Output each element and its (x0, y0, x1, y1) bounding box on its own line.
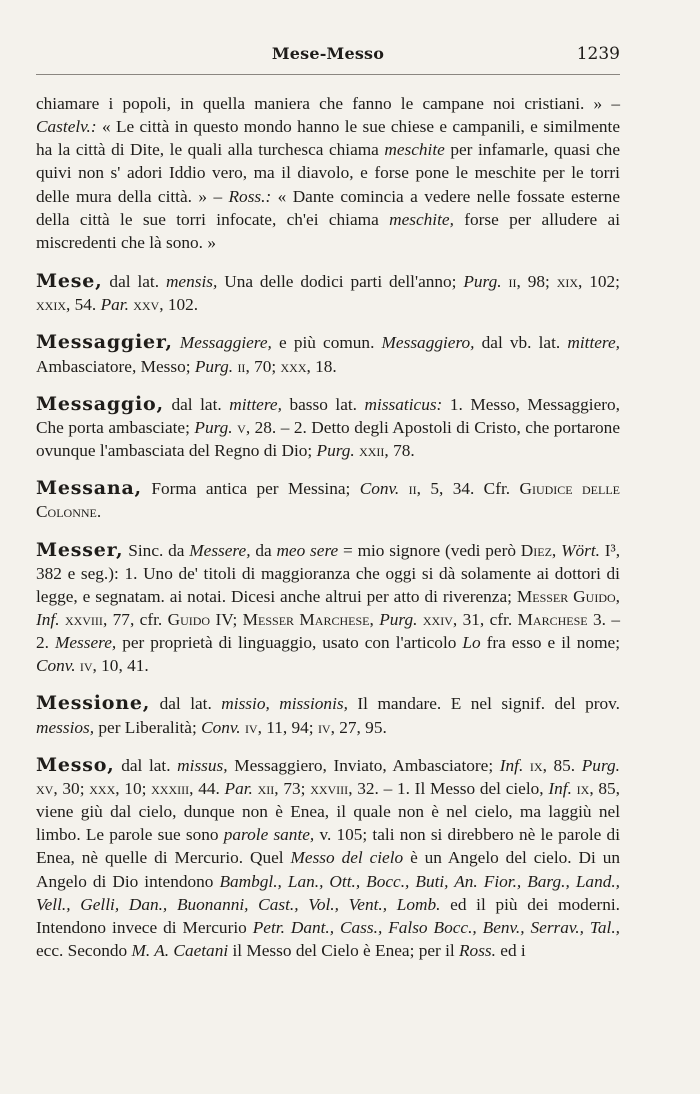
italic-text: Messaggiero, (381, 333, 475, 353)
small-caps-text: xxiv (422, 609, 453, 629)
entry-text: dal vb. lat. (474, 333, 568, 353)
italic-text: M. A. Caetani (131, 941, 229, 960)
italic-text: Wört. (561, 540, 600, 560)
small-caps-text: xxix (36, 295, 66, 315)
entry-text: fra esso e il nome; (480, 633, 620, 653)
entries-column (36, 92, 620, 977)
italic-text: parole sante, (223, 825, 315, 845)
entry-text: dal lat. (102, 272, 166, 292)
italic-text: Purg. (379, 609, 418, 629)
italic-text: Petr. Dant., Cass., Falso Bocc., Benv., Serrav., Tal., (252, 917, 621, 937)
entry-text (523, 756, 530, 775)
italic-text: missaticus: (364, 394, 443, 414)
italic-text: Ross. (459, 941, 496, 960)
entry-text: , 77, cfr. (102, 609, 168, 629)
italic-text: meo sere (276, 540, 339, 560)
entry-text: chiamare i popoli, in quella maniera che fanno le campane noi cristiani. » – (36, 94, 620, 113)
italic-text: Inf. (548, 778, 572, 798)
entry-text: , 30; (53, 778, 90, 798)
entry-text: I³, 382 e seg.): 1. Uno de' titoli di maggioranza che oggi si dà solamente ai dottori di legge, e segnatam. ai notai. Dicesi anche altrui per atto di riverenza; (36, 540, 621, 606)
entry-text (173, 333, 180, 352)
italic-text: Lo (462, 633, 481, 653)
entry-text: , 18. (306, 356, 337, 376)
entry-messaggier (36, 331, 620, 377)
italic-text: Inf. (499, 755, 524, 775)
small-caps-text: xxx (280, 356, 307, 376)
header-rule (36, 74, 620, 75)
entry-text: per proprietà di linguaggio, usato con l'articolo (116, 633, 463, 653)
small-caps-text: Marchese (517, 609, 588, 629)
entry-text: dal lat. (114, 755, 178, 775)
entry-text: forse per alludere ai miscredenti che là sono. » (36, 209, 620, 252)
entry-text: dal lat. (150, 694, 222, 714)
headword: Messer, (36, 538, 124, 561)
italic-text: Purg. (194, 356, 234, 376)
entry-text: , 5, 34. Cfr. (416, 479, 520, 499)
italic-text: Purg. (581, 755, 620, 775)
italic-text: Messaggiere, (179, 333, 272, 353)
italic-text: Purg. (463, 272, 502, 292)
headword: Messaggio, (36, 392, 164, 415)
italic-text: messios, (36, 717, 95, 737)
small-caps-text: ii (408, 479, 417, 499)
entry-text: , 32. – 1. Il Messo del cielo, (348, 778, 549, 798)
small-caps-text: iv (244, 717, 258, 737)
entry-text (502, 272, 509, 291)
small-caps-text: Diez (520, 540, 552, 560)
italic-text: missus, (177, 755, 228, 775)
small-caps-text: xxv (133, 295, 160, 315)
headword: Messione, (36, 692, 151, 715)
entry-text: , 85. (542, 755, 582, 775)
entry-text: ecc. Secondo (36, 941, 132, 960)
small-caps-text: xxxiii (151, 778, 190, 798)
entry-continuation (36, 92, 620, 254)
italic-text: Conv. (359, 479, 400, 499)
entry-text: Il mandare. E nel signif. del prov. (347, 694, 620, 714)
entry-text: Ambasciatore, Messo; (36, 356, 195, 376)
entry-text: , 28. – 2. Detto degli Apostoli di Cristo, che portarone ovunque l'ambasciata del Regno di Dio; (36, 417, 620, 461)
entry-text: basso lat. (281, 394, 365, 414)
entry-text (399, 479, 408, 498)
entry-messer (36, 539, 620, 678)
small-caps-text: iv (79, 656, 93, 676)
small-caps-text: ii (508, 272, 517, 292)
entry-text: per Liberalità; (94, 717, 202, 737)
page-number: 1239 (576, 44, 620, 64)
entry-text: = mio signore (vedi però (338, 540, 521, 560)
italic-text: Castelv.: (36, 117, 97, 137)
entry-text: dal lat. (163, 394, 230, 414)
entry-text: , 73; (274, 778, 311, 798)
small-caps-text: xii (257, 778, 275, 798)
entry-text: , (551, 540, 562, 560)
entry-text: , 27, 95. (330, 717, 387, 737)
entry-text: , 10, 41. (92, 656, 149, 676)
entry-text: 3. – 2. (36, 609, 620, 653)
small-caps-text: xxviii (64, 609, 103, 629)
small-caps-text: Messer Guido (516, 586, 616, 606)
small-caps-text: ix (529, 755, 543, 775)
entry-text: Messaggiero, Inviato, Ambasciatore; (227, 755, 500, 775)
entry-text: il Messo del Cielo è Enea; per il (228, 941, 459, 960)
entry-text: « Le città in questo mondo hanno le sue chiese e campanili, e similmente ha la città di Dite, le quali alla turchesca chiama (36, 117, 620, 160)
running-head: Mese-Messo (271, 44, 385, 63)
entry-text: , 31, cfr. (452, 609, 518, 629)
entry-text: IV; (210, 609, 243, 629)
entry-text: , 44. (189, 778, 225, 798)
small-caps-text: xxviii (310, 778, 349, 798)
small-caps-text: ix (576, 778, 590, 798)
small-caps-text: v (237, 417, 246, 437)
small-caps-text: iv (317, 717, 331, 737)
italic-text: mensis, (165, 272, 218, 292)
italic-text: Messo del cielo (290, 848, 404, 868)
entry-text: ed i (495, 941, 526, 960)
page-header (36, 44, 620, 68)
entry-text: da (250, 540, 277, 560)
italic-text: Inf. (36, 609, 60, 629)
entry-text: , 98; (516, 272, 557, 292)
headword: Messana, (36, 477, 142, 500)
italic-text: Purg. (316, 441, 355, 461)
italic-text: Par. (100, 295, 129, 315)
small-caps-text: Giudice delle Colonne. (36, 479, 620, 522)
italic-text: meschite (384, 140, 445, 160)
small-caps-text: Guido (167, 609, 211, 629)
italic-text: mittere, (567, 333, 620, 353)
italic-text: mittere, (229, 394, 282, 414)
entry-text: Forma antica per Messina; (141, 479, 360, 499)
italic-text: Conv. (36, 656, 76, 676)
italic-text: Bambgl., Lan., Ott., Bocc., Buti, An. Fior., Barg., Land., Vell., Gelli, Dan., Buonanni, Cast., Vol., Vent., Lomb. (36, 871, 620, 914)
entry-text: « Dante comincia a vedere nelle fossate esterne della città le sue torri infocate, ch'ei chiama (36, 186, 620, 229)
headword: Mese, (36, 270, 103, 293)
italic-text: Ross.: (228, 186, 272, 206)
entry-messana (36, 477, 620, 523)
entry-text: , 102. (159, 295, 199, 315)
entry-text: per infamarle, quasi che quivi non s' adori Iddio vero, ma il diavolo, e forse pone le meschite per le torri delle mura della città. » – (36, 140, 620, 206)
entry-text: ed il più dei moderni. Intendono invece di Mercurio (36, 894, 621, 937)
headword: Messaggier, (36, 331, 173, 354)
entry-text: , 54. (66, 295, 101, 315)
small-caps-text: xxx (89, 778, 116, 798)
small-caps-text: xix (556, 272, 579, 292)
italic-text: Conv. (201, 717, 241, 737)
italic-text: Messere, (189, 540, 251, 560)
entry-text: 1. Messo, Messaggiero, Che porta ambasciate; (36, 394, 620, 437)
entry-mese (36, 270, 620, 316)
italic-text: Messere, (54, 633, 117, 653)
entry-text: , 78. (384, 441, 415, 461)
entry-text: , 70; (245, 356, 281, 376)
entry-text: è un Angelo del cielo. Di un Angelo di Dio intendono (36, 848, 620, 891)
entry-text: Sinc. da (123, 540, 190, 560)
entry-text: , 11, 94; (257, 717, 318, 737)
entry-messione (36, 692, 620, 738)
entry-text: , 10; (115, 778, 152, 798)
entry-text: , (369, 609, 380, 629)
italic-text: Par. (224, 778, 253, 798)
italic-text: missio, missionis, (221, 694, 348, 714)
entry-text: , (615, 586, 620, 606)
entry-text: , 85, viene giù dal cielo, dunque non è Enea, il quale non è nel cielo, ma laggiù nel limbo. Le parole sue sono (36, 778, 620, 845)
entry-messaggio (36, 393, 620, 462)
small-caps-text: xxii (359, 441, 385, 461)
entry-text: v. 105; tali non si direbbero nè le parole di Enea, nè quelle di Mercurio. Quel (36, 825, 620, 868)
italic-text: Purg. (194, 417, 233, 437)
small-caps-text: xv (36, 778, 54, 798)
entry-text: , 102; (578, 272, 620, 292)
entry-messo (36, 754, 620, 962)
small-caps-text: ii (237, 356, 246, 376)
italic-text: meschite, (389, 209, 454, 229)
headword: Messo, (36, 753, 115, 776)
entry-text: Una delle dodici parti dell'anno; (217, 272, 464, 292)
small-caps-text: Messer Marchese (242, 609, 370, 629)
entry-text: e più comun. (271, 333, 382, 353)
